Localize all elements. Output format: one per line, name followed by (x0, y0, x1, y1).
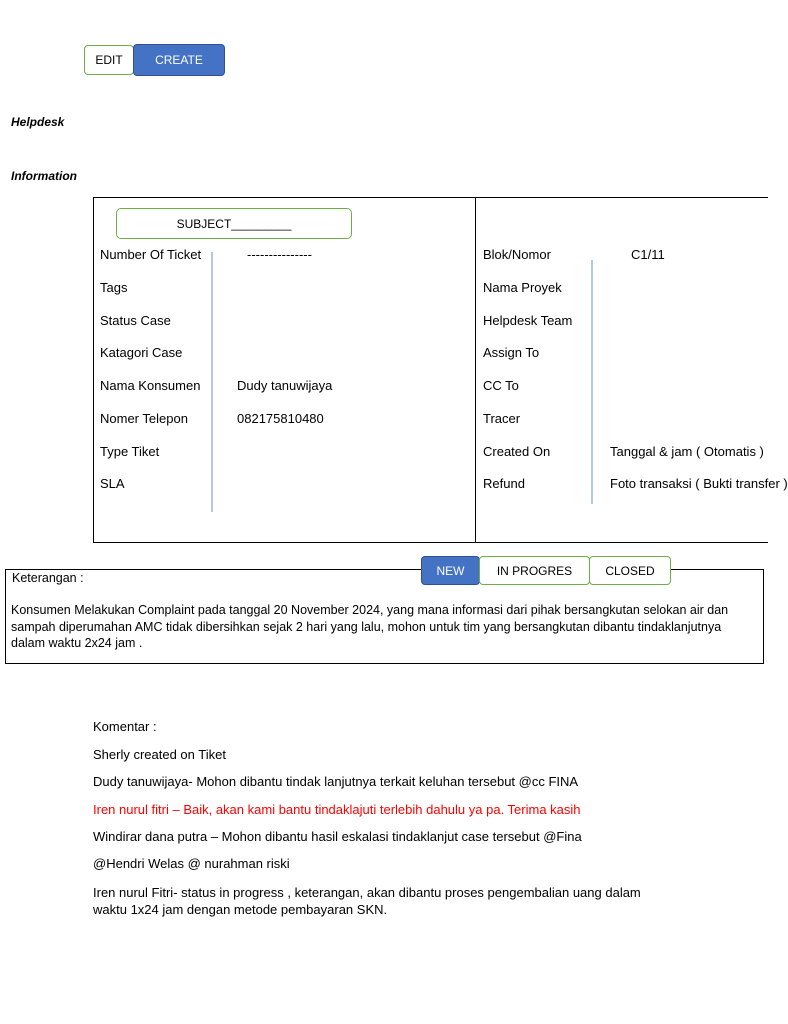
subject-field[interactable]: SUBJECT_________ (116, 208, 352, 239)
field-label-tags: Tags (100, 280, 128, 295)
field-value-number-of-ticket: --------------- (247, 247, 312, 262)
keterangan-text: Konsumen Melakukan Complaint pada tanggal 20 November 2024, yang mana informasi dari pihak bersangkutan selokan air dan sampah diperumahan AMC tidak dibersihkan sejak 2 hari yang lalu, mohon untuk tim yang bersangkutan dibantu tindaklanjutnya dalam waktu 2x24 jam . (11, 603, 729, 650)
field-label-nama-proyek: Nama Proyek (483, 280, 562, 295)
field-label-type-tiket: Type Tiket (100, 444, 160, 459)
comments-label: Komentar : (93, 719, 157, 734)
right-column-divider (591, 260, 593, 504)
field-value-blok-nomor: C1/11 (631, 247, 665, 262)
field-value-refund: Foto transaksi ( Bukti transfer ) (610, 476, 788, 491)
field-value-nomer-telepon: 082175810480 (237, 411, 324, 426)
comment-item: Iren nurul Fitri- status in progress , keterangan, akan dibantu proses pengembalian uang dalam waktu 1x24 jam dengan metode pembayaran SKN. (93, 885, 641, 917)
field-label-number-of-ticket: Number Of Ticket (100, 247, 202, 262)
field-label-helpdesk-team: Helpdesk Team (483, 313, 573, 328)
left-column-divider (211, 252, 213, 512)
field-label-blok-nomor: Blok/Nomor (483, 247, 551, 262)
field-label-kategori-case: Katagori Case (100, 345, 183, 360)
comment-item: @Hendri Welas @ nurahman riski (93, 856, 290, 871)
keterangan-label: Keterangan : (12, 571, 84, 585)
field-value-created-on: Tanggal & jam ( Otomatis ) (610, 444, 764, 459)
comment-item-highlighted: Iren nurul fitri – Baik, akan kami bantu tindaklajuti terlebih dahulu ya pa. Terima kasih (93, 802, 581, 817)
field-label-nama-konsumen: Nama Konsumen (100, 378, 201, 393)
status-in-progress-button[interactable]: IN PROGRES (479, 556, 590, 585)
create-button[interactable]: CREATE (133, 44, 225, 76)
field-label-status-case: Status Case (100, 313, 171, 328)
field-label-tracer: Tracer (483, 411, 521, 426)
comment-item: Sherly created on Tiket (93, 747, 226, 762)
field-label-created-on: Created On (483, 444, 551, 459)
helpdesk-heading: Helpdesk (11, 115, 65, 129)
field-label-sla: SLA (100, 476, 125, 491)
comment-item: Windirar dana putra – Mohon dibantu hasil eskalasi tindaklanjut case tersebut @Fina (93, 829, 582, 844)
field-value-nama-konsumen: Dudy tanuwijaya (237, 378, 333, 393)
information-heading: Information (11, 169, 77, 183)
status-closed-button[interactable]: CLOSED (589, 556, 671, 585)
field-label-refund: Refund (483, 476, 525, 491)
field-label-nomer-telepon: Nomer Telepon (100, 411, 188, 426)
comment-item: Dudy tanuwijaya- Mohon dibantu tindak lanjutnya terkait keluhan tersebut @cc FINA (93, 774, 579, 789)
status-new-button[interactable]: NEW (421, 556, 480, 585)
field-label-assign-to: Assign To (483, 345, 540, 360)
edit-button[interactable]: EDIT (84, 45, 134, 75)
field-label-cc-to: CC To (483, 378, 519, 393)
